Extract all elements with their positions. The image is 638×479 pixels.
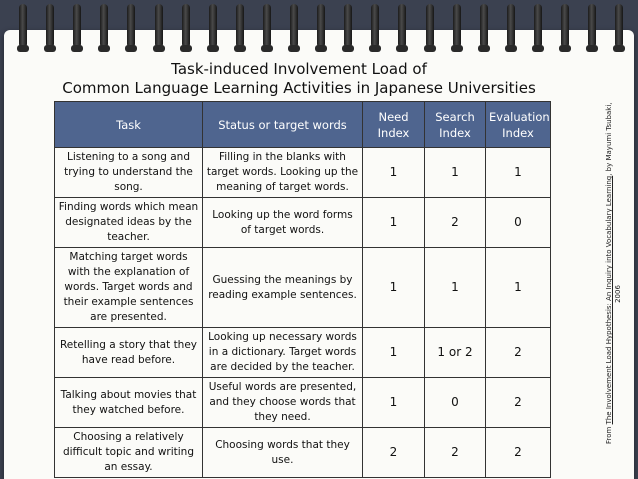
- source-credit: [605, 102, 623, 444]
- need-index-cell: 1: [363, 148, 425, 198]
- page-title-line-1: Task-induced Involvement Load of: [171, 60, 427, 78]
- binding-ring: [236, 4, 244, 48]
- task-cell: Talking about movies that they watched before.: [55, 378, 203, 428]
- evaluation-index-cell: 1: [486, 148, 551, 198]
- need-index-cell: 1: [363, 248, 425, 328]
- status-cell: Choosing words that they use.: [203, 428, 363, 478]
- binding-hole: [613, 45, 625, 52]
- binding-ring: [588, 4, 596, 48]
- table-row: [55, 148, 551, 198]
- binding-hole: [396, 45, 408, 52]
- binding-ring: [182, 4, 190, 48]
- binding-ring: [127, 4, 135, 48]
- binding-ring: [73, 4, 81, 48]
- evaluation-index-cell: 2: [486, 378, 551, 428]
- need-index-cell: 2: [363, 428, 425, 478]
- header-status: Status or target words: [203, 102, 363, 148]
- binding-hole: [478, 45, 490, 52]
- header-need-index: Need Index: [363, 102, 425, 148]
- involvement-load-table: [54, 101, 551, 478]
- binding-ring: [344, 4, 352, 48]
- evaluation-index-cell: 2: [486, 328, 551, 378]
- binding-ring: [398, 4, 406, 48]
- binding-hole: [342, 45, 354, 52]
- binding-hole: [44, 45, 56, 52]
- credit-prefix: From: [605, 424, 613, 444]
- binding-hole: [17, 45, 29, 52]
- need-index-cell: 1: [363, 328, 425, 378]
- search-index-cell: 0: [425, 378, 486, 428]
- binding-hole: [153, 45, 165, 52]
- search-index-cell: 1: [425, 248, 486, 328]
- binding-ring: [100, 4, 108, 48]
- binding-hole: [532, 45, 544, 52]
- status-cell: Useful words are presented, and they choose words that they need.: [203, 378, 363, 428]
- evaluation-index-cell: 2: [486, 428, 551, 478]
- search-index-cell: 2: [425, 428, 486, 478]
- header-search-index: Search Index: [425, 102, 486, 148]
- need-index-cell: 1: [363, 378, 425, 428]
- table-row: [55, 378, 551, 428]
- binding-ring: [507, 4, 515, 48]
- status-cell: Looking up necessary words in a dictionary. Target words are decided by the teacher.: [203, 328, 363, 378]
- binding-hole: [98, 45, 110, 52]
- search-index-cell: 2: [425, 198, 486, 248]
- binding-ring: [209, 4, 217, 48]
- binding-ring: [317, 4, 325, 48]
- binding-hole: [451, 45, 463, 52]
- binding-ring: [561, 4, 569, 48]
- binding-ring: [263, 4, 271, 48]
- binding-hole: [288, 45, 300, 52]
- credit-author: , by Mayumi Tsubaki,: [605, 102, 613, 176]
- task-cell: Finding words which mean designated ideas by the teacher.: [55, 198, 203, 248]
- binding-ring: [371, 4, 379, 48]
- page-title-line-2: Common Language Learning Activities in Japanese Universities: [62, 79, 536, 97]
- binding-hole: [586, 45, 598, 52]
- search-index-cell: 1: [425, 148, 486, 198]
- status-cell: Filling in the blanks with target words. Looking up the meaning of target words.: [203, 148, 363, 198]
- binding-ring: [534, 4, 542, 48]
- table-row: [55, 198, 551, 248]
- task-cell: Listening to a song and trying to understand the song.: [55, 148, 203, 198]
- credit-year: 2006: [614, 285, 622, 303]
- table-header-row: [55, 102, 551, 148]
- binding-ring: [19, 4, 27, 48]
- binding-hole: [71, 45, 83, 52]
- header-task: Task: [55, 102, 203, 148]
- binding-hole: [315, 45, 327, 52]
- binding-ring: [46, 4, 54, 48]
- task-cell: Matching target words with the explanation of words. Target words and their example sentences are presented.: [55, 248, 203, 328]
- binding-ring: [615, 4, 623, 48]
- binding-ring: [426, 4, 434, 48]
- status-cell: Looking up the word forms of target words.: [203, 198, 363, 248]
- credit-source-title: The Involvement Load Hypothesis: An Inquiry into Vocabulary Learning: [605, 175, 613, 425]
- binding-ring: [453, 4, 461, 48]
- need-index-cell: 1: [363, 198, 425, 248]
- table-row: [55, 428, 551, 478]
- binding-hole: [369, 45, 381, 52]
- table-row: [55, 248, 551, 328]
- binding-hole: [505, 45, 517, 52]
- evaluation-index-cell: 0: [486, 198, 551, 248]
- search-index-cell: 1 or 2: [425, 328, 486, 378]
- binding-hole: [559, 45, 571, 52]
- task-cell: Choosing a relatively difficult topic and writing an essay.: [55, 428, 203, 478]
- status-cell: Guessing the meanings by reading example sentences.: [203, 248, 363, 328]
- binding-hole: [234, 45, 246, 52]
- binding-hole: [424, 45, 436, 52]
- binding-hole: [207, 45, 219, 52]
- binding-ring: [290, 4, 298, 48]
- task-cell: Retelling a story that they have read before.: [55, 328, 203, 378]
- binding-hole: [180, 45, 192, 52]
- binding-hole: [261, 45, 273, 52]
- evaluation-index-cell: 1: [486, 248, 551, 328]
- table-row: [55, 328, 551, 378]
- binding-ring: [155, 4, 163, 48]
- header-evaluation-index: Evaluation Index: [486, 102, 551, 148]
- binding-hole: [125, 45, 137, 52]
- binding-ring: [480, 4, 488, 48]
